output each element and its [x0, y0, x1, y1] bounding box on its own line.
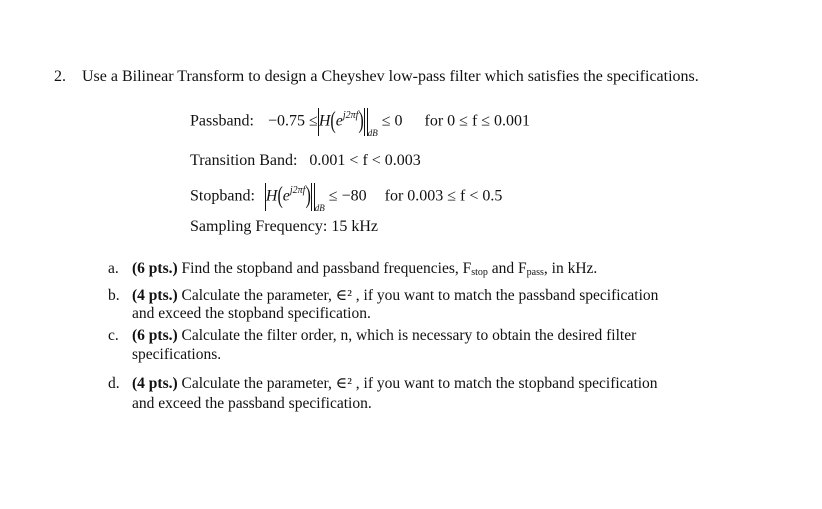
part-b-cont [132, 305, 371, 323]
transition-label: Transition Band: [190, 152, 298, 169]
part-b [108, 286, 658, 305]
stopband-h: H [265, 187, 278, 205]
part-letter: a. [108, 260, 119, 277]
part-d [108, 374, 658, 393]
transition-spec [190, 152, 421, 170]
passband-lower: −0.75 ≤ [268, 112, 318, 130]
part-letter: b. [108, 287, 120, 304]
part-text-line1: Calculate the parameter, ∈² , if you want to match the stopband specification [181, 375, 658, 392]
abs-bar-right [364, 108, 365, 136]
passband-db: dB [367, 127, 378, 138]
part-points: (4 pts.) [132, 375, 178, 392]
stopband-exponent: j2πf [289, 184, 306, 196]
part-c [108, 327, 636, 345]
stopband-e: e [282, 187, 290, 205]
part-points: (4 pts.) [132, 287, 178, 304]
passband-e: e [335, 112, 343, 130]
question-number: 2. [54, 68, 66, 85]
part-text-line2: specifications. [132, 346, 222, 363]
passband-h: H [318, 112, 331, 130]
part-letter: d. [108, 375, 120, 392]
sampling-label: Sampling Frequency: [190, 218, 328, 235]
passband-range: for 0 ≤ f ≤ 0.001 [424, 112, 531, 130]
stopband-relation: ≤ −80 [328, 187, 367, 205]
part-points: (6 pts.) [132, 260, 178, 277]
part-text-line2: and exceed the stopband specification. [132, 305, 371, 322]
part-d-cont [132, 395, 372, 413]
part-text-line2: and exceed the passband specification. [132, 395, 372, 412]
part-letter: c. [108, 327, 119, 344]
part-text-line1: Calculate the parameter, ∈² , if you want to match the passband specification [181, 287, 659, 304]
passband-exponent: j2πf [342, 109, 359, 121]
part-text-line1: Calculate the filter order, n, which is necessary to obtain the desired filter [181, 327, 637, 344]
stopband-db: dB [314, 202, 325, 213]
stopband-spec: Stopband: $H(e^{j2\pi f}) _{dB} \le -80$ for 0.003 ≤ f < 0.5 [190, 183, 503, 213]
part-a: a. (6 pts.) Find the stopband and passband frequencies, Fstop and Fpass, in kHz. [108, 260, 598, 278]
passband-label: Passband: [190, 112, 254, 130]
stopband-label: Stopband: [190, 187, 255, 205]
question-header [54, 68, 699, 86]
stopband-range: for 0.003 ≤ f < 0.5 [384, 187, 503, 205]
passband-spec: Passband: $-0.75 \le H(e^{j2\pi f}) _{dB} \le 0$ for 0 ≤ f ≤ 0.001 [190, 108, 531, 138]
sampling-value: 15 kHz [331, 218, 378, 235]
sampling-spec [190, 218, 378, 236]
transition-range: 0.001 < f < 0.003 [309, 152, 421, 169]
question-text: Use a Bilinear Transform to design a Cheyshev low-pass filter which satisfies the specifications. [82, 68, 699, 85]
part-points: (6 pts.) [132, 327, 178, 344]
part-c-cont [132, 346, 221, 364]
passband-relation: ≤ 0 [381, 112, 403, 130]
